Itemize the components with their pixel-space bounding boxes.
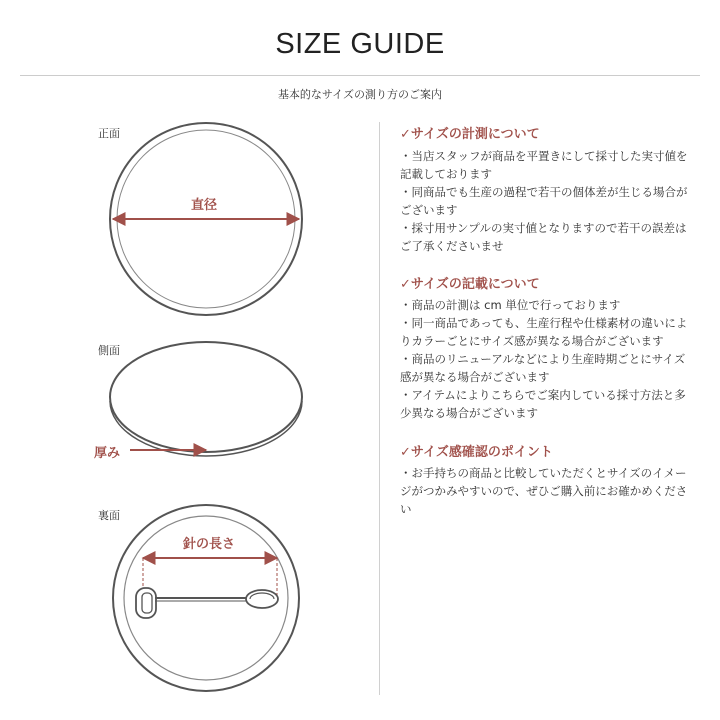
- list-item: ・お手持ちの商品と比較していただくとサイズのイメージがつかみやすいので、ぜひご購入前にお確かめください: [400, 466, 688, 516]
- list-item: ・同一商品であっても、生産行程や仕様素材の違いによりカラーごとにサイズ感が異なる場合がございます: [400, 316, 688, 348]
- side-view-badge: [110, 342, 302, 456]
- measurement-list: [400, 147, 692, 255]
- pin-length-label: 針の長さ: [180, 533, 238, 552]
- list-item: ・商品のリニューアルなどにより生産時期ごとにサイズ感が異なる場合がございます: [400, 352, 686, 384]
- measurement-heading: ✓サイズの計測について: [400, 127, 540, 142]
- thickness-label: 厚み: [94, 446, 121, 461]
- column-divider: [379, 122, 380, 695]
- list-item: ・同商品でも生産の過程で若干の個体差が生じる場合がございます: [400, 185, 688, 217]
- list-item: ・採寸用サンプルの実寸値となりますので若干の誤差はご了承くださいませ: [400, 221, 687, 253]
- list-item: ・当店スタッフが商品を平置きにして採寸した実寸値を記載しております: [400, 149, 688, 181]
- front-view-label: 正面: [98, 127, 120, 140]
- diameter-label: 直径: [191, 198, 218, 213]
- notation-heading: ✓サイズの記載について: [400, 277, 540, 292]
- list-item: ・アイテムによりこちらでご案内している採寸方法と多少異なる場合がございます: [400, 388, 686, 420]
- page-subtitle: 基本的なサイズの測り方のご案内: [277, 88, 443, 101]
- fit-check-list: [400, 464, 692, 518]
- back-view-label: 裏面: [98, 509, 120, 522]
- pin-clasp: [136, 588, 278, 618]
- page-title: SIZE GUIDE: [275, 28, 445, 60]
- fit-check-heading: ✓サイズ感確認のポイント: [400, 445, 553, 460]
- list-item: ・商品の計測は cm 単位で行っております: [400, 298, 621, 312]
- notation-list: [400, 296, 692, 422]
- side-view-label: 側面: [98, 344, 120, 357]
